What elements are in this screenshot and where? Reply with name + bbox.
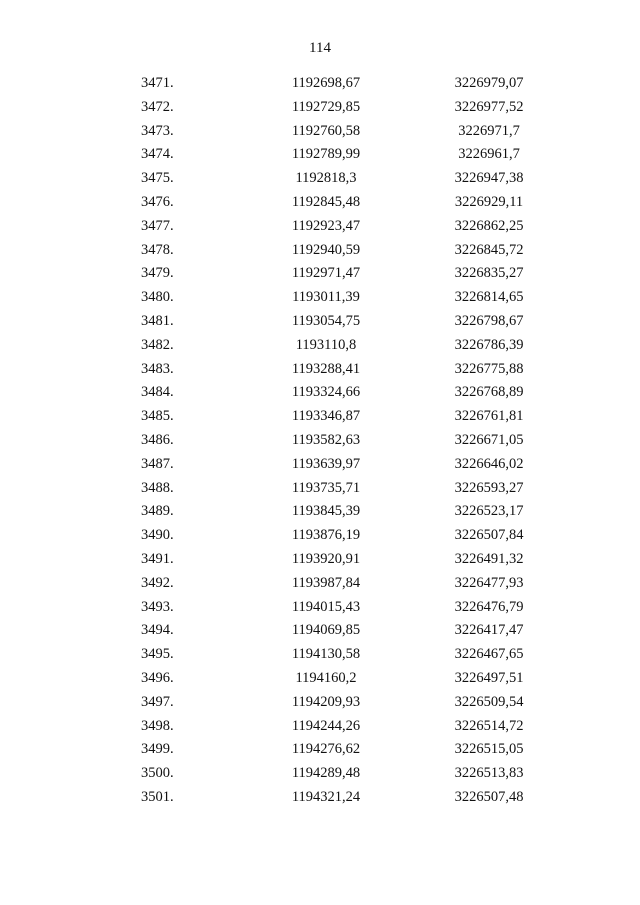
page-number: 114 [309, 40, 331, 56]
y-coordinate: 3226513,83 [454, 765, 524, 782]
point-number: 3488. [141, 479, 174, 496]
x-coordinate: 1192923,47 [291, 217, 361, 234]
table-row [0, 405, 640, 429]
table-row [0, 667, 640, 691]
table-row [0, 239, 640, 263]
y-coordinate: 3226509,54 [454, 693, 524, 710]
point-number: 3484. [141, 384, 174, 401]
point-number: 3482. [141, 336, 174, 353]
table-row [0, 596, 640, 620]
x-coordinate: 1193639,97 [291, 455, 361, 472]
point-number: 3474. [141, 146, 174, 163]
x-coordinate: 1194069,85 [291, 622, 361, 639]
x-coordinate: 1192698,67 [291, 75, 361, 91]
x-coordinate: 1194244,26 [291, 717, 361, 734]
x-coordinate: 1192729,85 [291, 98, 361, 115]
y-coordinate: 3226786,39 [454, 336, 524, 353]
point-number: 3471. [141, 75, 174, 91]
y-coordinate: 3226467,65 [454, 646, 524, 663]
table-row [0, 786, 640, 810]
x-coordinate: 1192818,3 [295, 170, 357, 187]
point-number: 3492. [141, 574, 174, 591]
x-coordinate: 1194160,2 [295, 669, 357, 686]
x-coordinate: 1194276,62 [291, 741, 361, 758]
table-row [0, 358, 640, 382]
table-row [0, 381, 640, 405]
y-coordinate: 3226761,81 [454, 408, 524, 425]
point-number: 3480. [141, 289, 174, 306]
table-row [0, 643, 640, 667]
table-row [0, 715, 640, 739]
y-coordinate: 3226775,88 [454, 360, 524, 377]
table-row [0, 72, 640, 96]
table-row [0, 167, 640, 191]
point-number: 3478. [141, 241, 174, 258]
y-coordinate: 3226798,67 [454, 312, 524, 329]
y-coordinate: 3226507,48 [454, 788, 524, 805]
x-coordinate: 1193845,39 [291, 503, 361, 520]
x-coordinate: 1194015,43 [291, 598, 361, 615]
point-number: 3493. [141, 598, 174, 615]
y-coordinate: 3226961,7 [458, 146, 520, 163]
y-coordinate: 3226515,05 [454, 741, 524, 758]
point-number: 3483. [141, 360, 174, 377]
y-coordinate: 3226768,89 [454, 384, 524, 401]
table-row [0, 310, 640, 334]
table-row [0, 429, 640, 453]
y-coordinate: 3226477,93 [454, 574, 524, 591]
point-number: 3485. [141, 408, 174, 425]
y-coordinate: 3226835,27 [454, 265, 524, 282]
table-row [0, 191, 640, 215]
point-number: 3487. [141, 455, 174, 472]
x-coordinate: 1192760,58 [291, 122, 361, 139]
point-number: 3498. [141, 717, 174, 734]
table-row [0, 453, 640, 477]
table-row [0, 143, 640, 167]
x-coordinate: 1194130,58 [291, 646, 361, 663]
point-number: 3472. [141, 98, 174, 115]
table-row [0, 762, 640, 786]
table-row [0, 524, 640, 548]
table-row [0, 215, 640, 239]
y-coordinate: 3226417,47 [454, 622, 524, 639]
y-coordinate: 3226476,79 [454, 598, 524, 615]
y-coordinate: 3226977,52 [454, 98, 524, 115]
table-row [0, 738, 640, 762]
table-row [0, 286, 640, 310]
point-number: 3491. [141, 550, 174, 567]
x-coordinate: 1193110,8 [295, 336, 357, 353]
x-coordinate: 1193582,63 [291, 431, 361, 448]
x-coordinate: 1193876,19 [291, 527, 361, 544]
point-number: 3500. [141, 765, 174, 782]
table-row [0, 120, 640, 144]
x-coordinate: 1192940,59 [291, 241, 361, 258]
point-number: 3497. [141, 693, 174, 710]
point-number: 3486. [141, 431, 174, 448]
y-coordinate: 3226947,38 [454, 170, 524, 187]
x-coordinate: 1193920,91 [291, 550, 361, 567]
point-number: 3476. [141, 193, 174, 210]
table-row [0, 334, 640, 358]
y-coordinate: 3226491,32 [454, 550, 524, 567]
x-coordinate: 1193735,71 [291, 479, 361, 496]
x-coordinate: 1194209,93 [291, 693, 361, 710]
table-row [0, 619, 640, 643]
point-number: 3499. [141, 741, 174, 758]
x-coordinate: 1192789,99 [291, 146, 361, 163]
point-number: 3494. [141, 622, 174, 639]
point-number: 3496. [141, 669, 174, 686]
y-coordinate: 3226929,11 [454, 193, 524, 210]
y-coordinate: 3226979,07 [454, 75, 524, 91]
x-coordinate: 1193288,41 [291, 360, 361, 377]
y-coordinate: 3226514,72 [454, 717, 524, 734]
point-number: 3501. [141, 788, 174, 805]
y-coordinate: 3226497,51 [454, 669, 524, 686]
coordinates-table [0, 72, 640, 810]
x-coordinate: 1193054,75 [291, 312, 361, 329]
table-row [0, 548, 640, 572]
x-coordinate: 1193324,66 [291, 384, 361, 401]
point-number: 3473. [141, 122, 174, 139]
y-coordinate: 3226845,72 [454, 241, 524, 258]
y-coordinate: 3226523,17 [454, 503, 524, 520]
point-number: 3481. [141, 312, 174, 329]
y-coordinate: 3226671,05 [454, 431, 524, 448]
y-coordinate: 3226862,25 [454, 217, 524, 234]
x-coordinate: 1193346,87 [291, 408, 361, 425]
point-number: 3475. [141, 170, 174, 187]
table-row [0, 262, 640, 286]
x-coordinate: 1192971,47 [291, 265, 361, 282]
x-coordinate: 1194321,24 [291, 788, 361, 805]
x-coordinate: 1192845,48 [291, 193, 361, 210]
point-number: 3495. [141, 646, 174, 663]
y-coordinate: 3226971,7 [458, 122, 520, 139]
point-number: 3489. [141, 503, 174, 520]
x-coordinate: 1193987,84 [291, 574, 361, 591]
y-coordinate: 3226593,27 [454, 479, 524, 496]
y-coordinate: 3226814,65 [454, 289, 524, 306]
table-row [0, 477, 640, 501]
x-coordinate: 1193011,39 [292, 289, 360, 306]
table-row [0, 691, 640, 715]
table-row [0, 96, 640, 120]
table-row [0, 572, 640, 596]
y-coordinate: 3226646,02 [454, 455, 524, 472]
point-number: 3479. [141, 265, 174, 282]
point-number: 3490. [141, 527, 174, 544]
point-number: 3477. [141, 217, 174, 234]
y-coordinate: 3226507,84 [454, 527, 524, 544]
x-coordinate: 1194289,48 [291, 765, 361, 782]
table-row [0, 500, 640, 524]
